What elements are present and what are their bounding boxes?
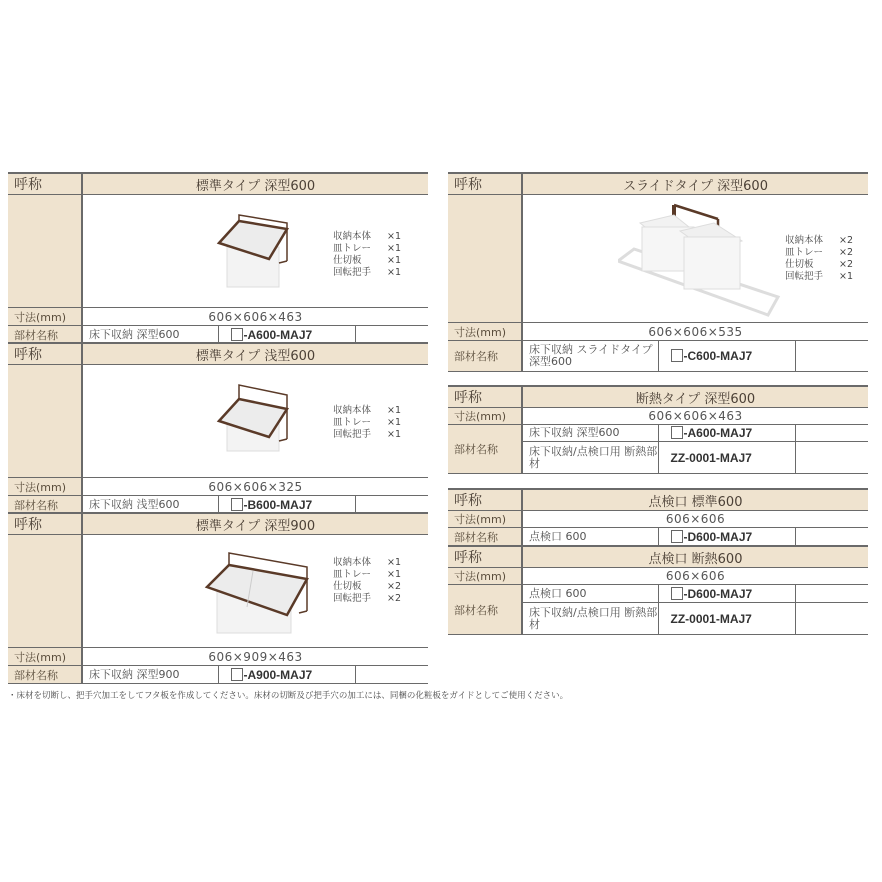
empty-cell xyxy=(355,496,428,514)
spec-table-standard-shallow-600 xyxy=(8,342,428,514)
label-parts: 部材名称 xyxy=(448,528,522,546)
part-name: 床下収納/点検口用 断熱部材 xyxy=(522,442,658,474)
size-value: 606×606 xyxy=(522,568,868,585)
empty-cell xyxy=(355,666,428,684)
product-image-cell xyxy=(82,195,428,308)
product-title: 標準タイプ 深型900 xyxy=(82,513,428,535)
code-prefix-checkbox xyxy=(231,328,243,341)
empty-cell xyxy=(795,585,868,603)
part-name: 点検口 600 xyxy=(522,528,658,546)
empty-cell xyxy=(795,341,868,372)
part-code: -C600-MAJ7 xyxy=(658,341,795,372)
spec-table-standard-deep-900 xyxy=(8,512,428,684)
part-name: 床下収納 深型600 xyxy=(82,326,218,344)
part-name: 床下収納 スライドタイプ 深型600 xyxy=(522,341,658,372)
label-name: 呼称 xyxy=(448,489,522,511)
spec-table-insulated-deep-600 xyxy=(448,385,868,474)
part-code: -D600-MAJ7 xyxy=(658,585,795,603)
part-code: ZZ-0001-MAJ7 xyxy=(658,603,795,635)
size-value: 606×909×463 xyxy=(82,648,428,666)
part-code: -A600-MAJ7 xyxy=(218,326,355,344)
label-name: 呼称 xyxy=(448,386,522,408)
product-title: 断熱タイプ 深型600 xyxy=(522,386,868,408)
label-size: 寸法(mm) xyxy=(8,648,82,666)
part-code: -B600-MAJ7 xyxy=(218,496,355,514)
label-image-spacer xyxy=(8,195,82,308)
contents-list: 収納本体 ×1 皿トレー ×1 回転把手 ×1 xyxy=(333,405,402,440)
spec-table-inspection-insulated-600 xyxy=(448,545,868,635)
part-code: -A600-MAJ7 xyxy=(658,425,795,442)
code-prefix-checkbox xyxy=(671,349,683,362)
part-code: -A900-MAJ7 xyxy=(218,666,355,684)
contents-list: 収納本体 ×2 皿トレー ×2 仕切板 ×2 回転把手 ×1 xyxy=(785,235,854,282)
empty-cell xyxy=(795,442,868,474)
contents-list: 収納本体 ×1 皿トレー ×1 仕切板 ×1 回転把手 ×1 xyxy=(333,231,402,278)
product-image-slide-storage xyxy=(618,201,783,319)
empty-cell xyxy=(795,603,868,635)
product-title: スライドタイプ 深型600 xyxy=(522,173,868,195)
empty-cell xyxy=(355,326,428,344)
size-value: 606×606×535 xyxy=(522,323,868,341)
label-parts: 部材名称 xyxy=(8,496,82,514)
label-image-spacer xyxy=(8,365,82,478)
label-size: 寸法(mm) xyxy=(8,308,82,326)
label-name: 呼称 xyxy=(448,173,522,195)
size-value: 606×606 xyxy=(522,511,868,528)
label-name: 呼称 xyxy=(8,343,82,365)
footnote: ・床材を切断し、把手穴加工をしてフタ板を作成してください。床材の切断及び把手穴の加工には、同梱の化粧板をガイドとしてご使用ください。 xyxy=(8,691,569,701)
size-value: 606×606×463 xyxy=(522,408,868,425)
product-image-cell xyxy=(82,535,428,648)
label-name: 呼称 xyxy=(8,513,82,535)
empty-cell xyxy=(795,425,868,442)
product-title: 標準タイプ 浅型600 xyxy=(82,343,428,365)
code-prefix-checkbox xyxy=(671,426,683,439)
product-title: 点検口 標準600 xyxy=(522,489,868,511)
part-name: 床下収納 深型900 xyxy=(82,666,218,684)
code-prefix-checkbox xyxy=(671,530,683,543)
label-size: 寸法(mm) xyxy=(448,568,522,585)
product-image-cell xyxy=(522,195,868,323)
product-title: 標準タイプ 深型600 xyxy=(82,173,428,195)
code-prefix-checkbox xyxy=(671,587,683,600)
part-name: 床下収納/点検口用 断熱部材 xyxy=(522,603,658,635)
part-name: 床下収納 浅型600 xyxy=(82,496,218,514)
product-image-storage-box xyxy=(213,213,293,291)
code-prefix-checkbox xyxy=(231,668,243,681)
product-image-cell xyxy=(82,365,428,478)
code-prefix-checkbox xyxy=(231,498,243,511)
size-value: 606×606×325 xyxy=(82,478,428,496)
spec-table-slide-deep-600 xyxy=(448,172,868,372)
label-parts: 部材名称 xyxy=(448,425,522,474)
label-parts: 部材名称 xyxy=(448,585,522,635)
product-title: 点検口 断熱600 xyxy=(522,546,868,568)
part-code: ZZ-0001-MAJ7 xyxy=(658,442,795,474)
label-size: 寸法(mm) xyxy=(448,323,522,341)
empty-cell xyxy=(795,528,868,546)
label-parts: 部材名称 xyxy=(448,341,522,372)
part-name: 床下収納 深型600 xyxy=(522,425,658,442)
label-name: 呼称 xyxy=(8,173,82,195)
label-size: 寸法(mm) xyxy=(448,511,522,528)
product-image-storage-box xyxy=(213,383,293,461)
size-value: 606×606×463 xyxy=(82,308,428,326)
part-name: 点検口 600 xyxy=(522,585,658,603)
label-size: 寸法(mm) xyxy=(8,478,82,496)
label-parts: 部材名称 xyxy=(8,666,82,684)
label-name: 呼称 xyxy=(448,546,522,568)
product-image-storage-box-wide xyxy=(203,549,313,641)
label-image-spacer xyxy=(448,195,522,323)
spec-table-standard-deep-600 xyxy=(8,172,428,344)
contents-list: 収納本体 ×1 皿トレー ×1 仕切板 ×2 回転把手 ×2 xyxy=(333,557,402,604)
label-image-spacer xyxy=(8,535,82,648)
label-size: 寸法(mm) xyxy=(448,408,522,425)
part-code: -D600-MAJ7 xyxy=(658,528,795,546)
label-parts: 部材名称 xyxy=(8,326,82,344)
spec-table-inspection-standard-600 xyxy=(448,488,868,546)
